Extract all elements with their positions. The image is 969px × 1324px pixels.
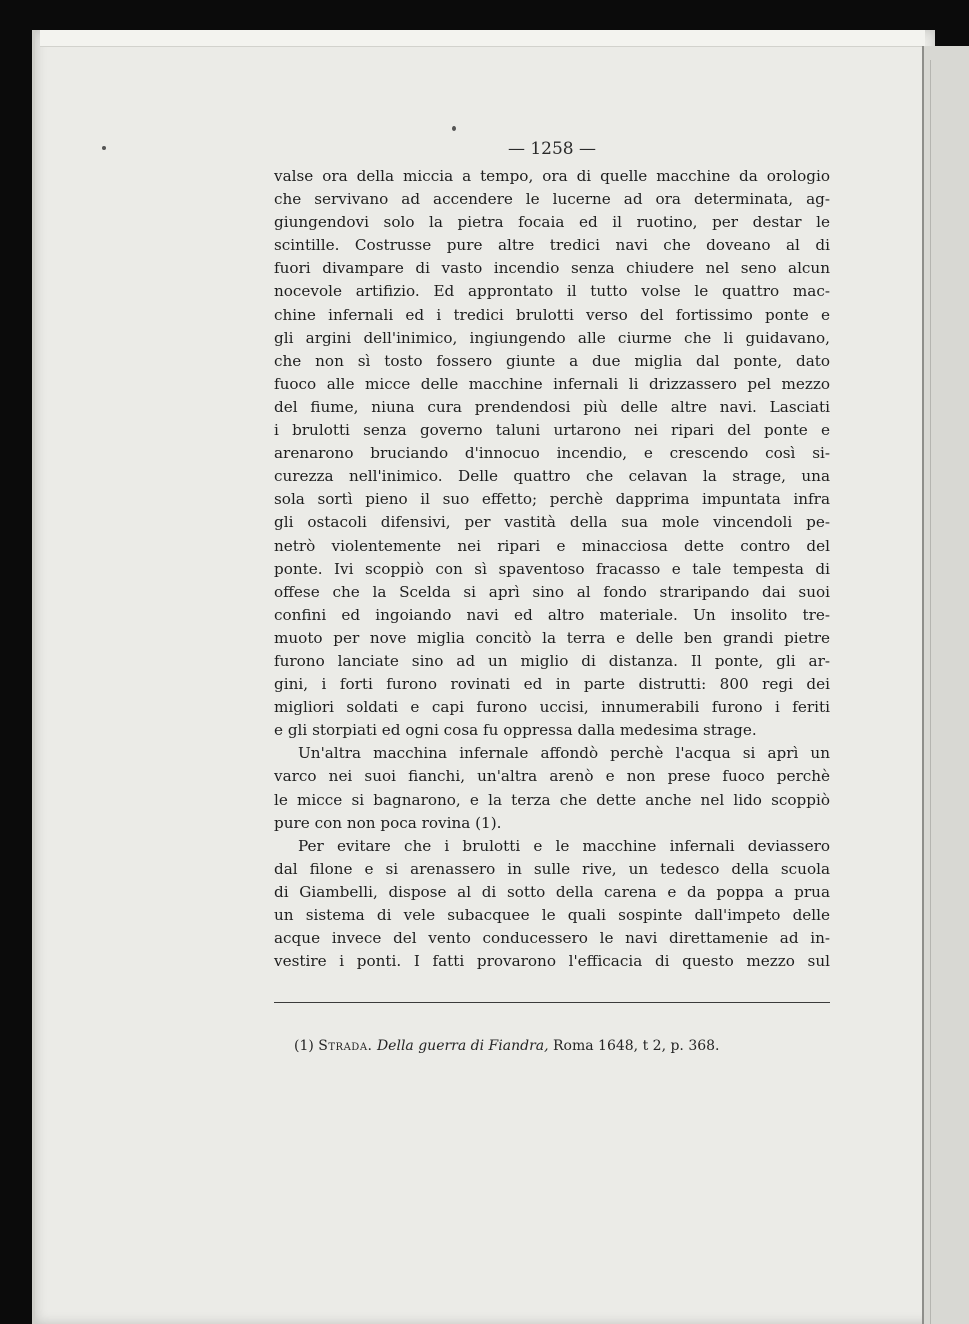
ink-speck: [102, 146, 106, 150]
footnote-title: Della guerra di Fiandra,: [376, 1038, 549, 1054]
page-number: — 1258 —: [507, 139, 597, 159]
text-line: fuori divampare di vasto incendio senza chiudere nel seno alcun: [274, 259, 830, 278]
text-line: curezza nell'inimico. Delle quattro che celavan la strage, una: [274, 467, 830, 486]
text-line: acque invece del vento conducessero le navi direttamenie ad in-: [274, 929, 830, 948]
text-line: un sistema di vele subacquee le quali sospinte dall'impeto delle: [274, 906, 830, 924]
text-line: nocevole artifizio. Ed approntato il tutto volse le quattro mac-: [274, 282, 830, 301]
paper-top-edge: [40, 30, 925, 47]
text-line: le micce si bagnarono, e la terza che dette anche nel lido scoppiò: [274, 790, 830, 809]
text-line: confini ed ingoiando navi ed altro materiale. Un insolito tre-: [274, 605, 830, 624]
text-line: gini, i forti furono rovinati ed in parte distrutti: 800 regi dei: [274, 675, 830, 694]
text-line: che servivano ad accendere le lucerne ad ora determinata, ag-: [274, 190, 830, 209]
text-line: Per evitare che i brulotti e le macchine infernali deviassero: [298, 836, 830, 855]
text-line: Un'altra macchina infernale affondò perchè l'acqua si aprì un: [298, 744, 830, 763]
text-line: gli argini dell'inimico, ingiungendo alle ciurme che li guidavano,: [274, 328, 830, 347]
footnote-author: Strada.: [318, 1038, 373, 1054]
footnote: [294, 1038, 814, 1054]
text-line: netrò violentemente nei ripari e minacciosa dette contro del: [274, 536, 830, 555]
text-line: muoto per nove miglia concitò la terra e delle ben grandi pietre: [274, 628, 830, 647]
text-line: i brulotti senza governo taluni urtarono nei ripari del ponte e: [274, 421, 830, 440]
text-line: gli ostacoli difensivi, per vastità della sua mole vincendoli pe-: [274, 513, 830, 532]
text-line: che non sì tosto fossero giunte a due miglia dal ponte, dato: [274, 351, 830, 370]
footnote-separator: [274, 1002, 830, 1003]
text-line: ponte. Ivi scoppiò con sì spaventoso fracasso e tale tempesta di: [274, 559, 830, 578]
text-line: dal filone e si arenassero in sulle rive, un tedesco della scuola: [274, 859, 830, 878]
text-line: migliori soldati e capi furono uccisi, innumerabili furono i feriti: [274, 698, 830, 717]
text-line: arenarono bruciando d'innocuo incendio, e crescendo così si-: [274, 444, 830, 463]
text-line: scintille. Costrusse pure altre tredici navi che doveano al di: [274, 236, 830, 255]
ink-speck: [452, 126, 456, 131]
text-line: varco nei suoi fianchi, un'altra arenò e non prese fuoco perchè: [274, 767, 830, 786]
text-line: offese che la Scelda si aprì sino al fondo straripando dai suoi: [274, 582, 830, 601]
text-line: di Giambelli, dispose al di sotto della carena e da poppa a prua: [274, 882, 830, 901]
footnote-details: Roma 1648, t 2, p. 368.: [553, 1038, 720, 1054]
text-line: e gli storpiati ed ogni cosa fu oppressa dalla medesima strage.: [274, 721, 757, 740]
text-line: chine infernali ed i tredici brulotti verso del fortissimo ponte e: [274, 305, 830, 324]
body-text: [274, 165, 830, 973]
text-line: del fiume, niuna cura prendendosi più delle altre navi. Lasciati: [274, 397, 830, 416]
text-line: valse ora della miccia a tempo, ora di quelle macchine da orologio: [274, 167, 830, 185]
binding-line: [930, 60, 931, 1324]
text-line: pure con non poca rovina (1).: [274, 813, 502, 832]
text-line: furono lanciate sino ad un miglio di distanza. Il ponte, gli ar-: [274, 651, 830, 670]
text-line: fuoco alle micce delle macchine infernali li drizzassero pel mezzo: [274, 374, 830, 393]
text-line: giungendovi solo la pietra focaia ed il ruotino, per destar le: [274, 213, 830, 232]
text-line: sola sortì pieno il suo effetto; perchè dapprima impuntata infra: [274, 490, 830, 509]
footnote-marker: (1): [294, 1038, 314, 1054]
text-line: vestire i ponti. I fatti provarono l'efficacia di questo mezzo sul: [274, 952, 830, 971]
